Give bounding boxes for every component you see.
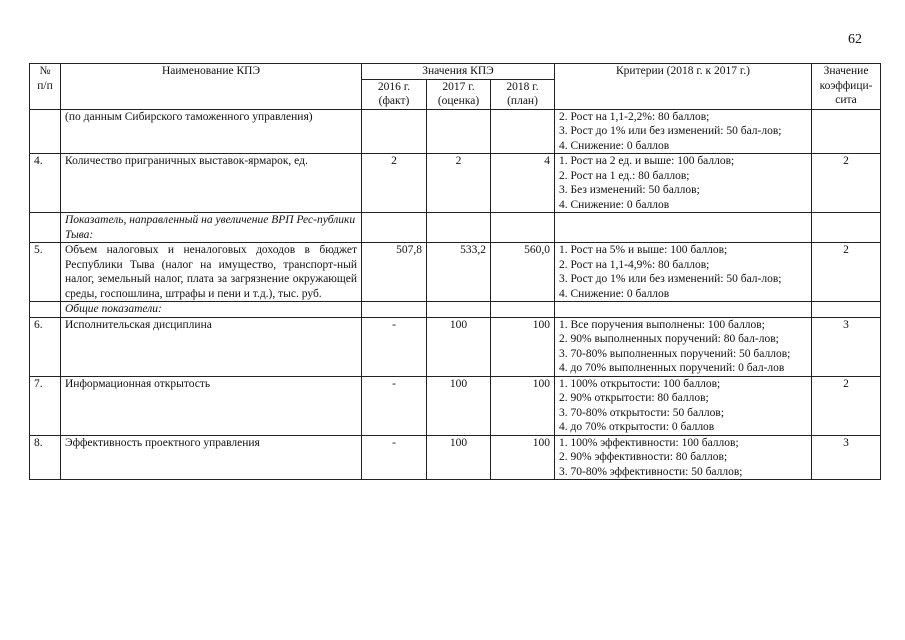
row-criteria <box>555 213 812 243</box>
row-value-2018: 100 <box>491 376 555 435</box>
row-value-2017: 100 <box>427 376 491 435</box>
row-value-2017 <box>427 109 491 154</box>
criteria-line: 1. 100% открытости: 100 баллов; <box>559 377 721 390</box>
row-value-2016: - <box>362 376 427 435</box>
row-value-2016 <box>362 302 427 318</box>
row-num: 7. <box>30 376 61 435</box>
row-value-2017: 2 <box>427 154 491 213</box>
criteria-line: 1. Рост на 5% и выше: 100 баллов; <box>559 244 728 256</box>
row-value-2016: 507,8 <box>362 243 427 302</box>
row-num: 6. <box>30 317 61 376</box>
criteria-line: 3. Рост до 1% или без изменений: 50 бал-лов; <box>559 273 782 285</box>
row-value-2016 <box>362 213 427 243</box>
row-value-2018 <box>491 302 555 318</box>
row-num <box>30 109 61 154</box>
table-row <box>30 154 881 213</box>
table-row <box>30 435 881 480</box>
criteria-line: 2. Рост на 1,1-4,9%: 80 баллов; <box>559 258 710 271</box>
row-num: 4. <box>30 154 61 213</box>
row-criteria <box>555 302 812 318</box>
row-value-2018: 4 <box>491 154 555 213</box>
criteria-line: 4. до 70% выполненных поручений: 0 бал-лов <box>559 362 785 374</box>
row-coef <box>812 213 881 243</box>
row-criteria <box>555 109 812 154</box>
table-row <box>30 243 881 302</box>
row-value-2017: 533,2 <box>427 243 491 302</box>
row-value-2016: 2 <box>362 154 427 213</box>
row-criteria <box>555 317 812 376</box>
row-name: Эффективность проектного управления <box>61 435 362 480</box>
row-coef <box>812 302 881 318</box>
criteria-line: 2. Рост на 1 ед.: 80 баллов; <box>559 169 690 182</box>
row-value-2017 <box>427 302 491 318</box>
table-section-row <box>30 213 881 243</box>
header-2016: 2016 г. (факт) <box>362 79 427 109</box>
row-coef <box>812 109 881 154</box>
criteria-line: 2. 90% открытости: 80 баллов; <box>559 392 709 404</box>
criteria-line: 2. 90% выполненных поручений: 80 бал-лов; <box>559 333 779 345</box>
header-2018: 2018 г. (план) <box>491 79 555 109</box>
row-coef: 2 <box>812 376 881 435</box>
row-value-2017: 100 <box>427 317 491 376</box>
row-num <box>30 302 61 318</box>
row-value-2016 <box>362 109 427 154</box>
criteria-line: 4. Снижение: 0 баллов <box>559 287 670 300</box>
row-name: (по данным Сибирского таможенного управления) <box>61 109 362 154</box>
header-criteria: Критерии (2018 г. к 2017 г.) <box>555 64 812 110</box>
row-name: Информационная открытость <box>61 376 362 435</box>
row-name: Объем налоговых и неналоговых доходов в бюджет Республики Тыва (налог на имущество, транспорт-ный налог, земельный налог, плата за загрязнение окружающей среды, госпошлина, штрафы и пени и т.д.), тыс. руб. <box>61 243 362 302</box>
criteria-line: 1. 100% эффективности: 100 баллов; <box>559 436 739 449</box>
criteria-line: 1. Все поручения выполнены: 100 баллов; <box>559 318 765 331</box>
page-number: 62 <box>848 32 862 47</box>
criteria-line: 4. Снижение: 0 баллов <box>559 198 670 211</box>
kpe-table <box>29 63 881 480</box>
row-value-2018: 100 <box>491 317 555 376</box>
section-heading: Показатель, направленный на увеличение ВРП Рес-публики Тыва: <box>61 213 362 243</box>
row-value-2016: - <box>362 317 427 376</box>
row-value-2017: 100 <box>427 435 491 480</box>
row-coef: 3 <box>812 435 881 480</box>
criteria-line: 3. 70-80% открытости: 50 баллов; <box>559 406 725 419</box>
row-value-2018 <box>491 213 555 243</box>
header-2017: 2017 г. (оценка) <box>427 79 491 109</box>
criteria-line: 2. Рост на 1,1-2,2%: 80 баллов; <box>559 110 710 123</box>
row-name: Количество приграничных выставок-ярмарок, ед. <box>61 154 362 213</box>
section-heading: Общие показатели: <box>61 302 362 318</box>
row-num: 8. <box>30 435 61 480</box>
header-row-1 <box>30 64 881 80</box>
row-value-2017 <box>427 213 491 243</box>
criteria-line: 1. Рост на 2 ед. и выше: 100 баллов; <box>559 155 735 167</box>
row-coef: 2 <box>812 154 881 213</box>
header-coef: Значение коэффици-сита <box>812 64 881 110</box>
row-num: 5. <box>30 243 61 302</box>
criteria-line: 3. 70-80% выполненных поручений: 50 баллов; <box>559 347 791 360</box>
row-value-2018: 100 <box>491 435 555 480</box>
table-section-row <box>30 302 881 318</box>
criteria-line: 3. 70-80% эффективности: 50 баллов; <box>559 465 743 478</box>
header-num: № п/п <box>30 64 61 110</box>
table-row <box>30 317 881 376</box>
row-coef: 2 <box>812 243 881 302</box>
row-value-2018: 560,0 <box>491 243 555 302</box>
row-name: Исполнительская дисциплина <box>61 317 362 376</box>
row-criteria <box>555 154 812 213</box>
row-criteria <box>555 376 812 435</box>
row-coef: 3 <box>812 317 881 376</box>
criteria-line: 2. 90% эффективности: 80 баллов; <box>559 451 728 463</box>
table-row <box>30 109 881 154</box>
criteria-line: 4. Снижение: 0 баллов <box>559 139 670 152</box>
criteria-line: 3. Без изменений: 50 баллов; <box>559 184 700 196</box>
table-row <box>30 376 881 435</box>
header-values-group: Значения КПЭ <box>362 64 555 80</box>
criteria-line: 4. до 70% открытости: 0 баллов <box>559 421 715 433</box>
row-value-2018 <box>491 109 555 154</box>
header-name: Наименование КПЭ <box>61 64 362 110</box>
row-criteria <box>555 243 812 302</box>
row-criteria <box>555 435 812 480</box>
row-value-2016: - <box>362 435 427 480</box>
row-num <box>30 213 61 243</box>
criteria-line: 3. Рост до 1% или без изменений: 50 бал-лов; <box>559 125 782 137</box>
